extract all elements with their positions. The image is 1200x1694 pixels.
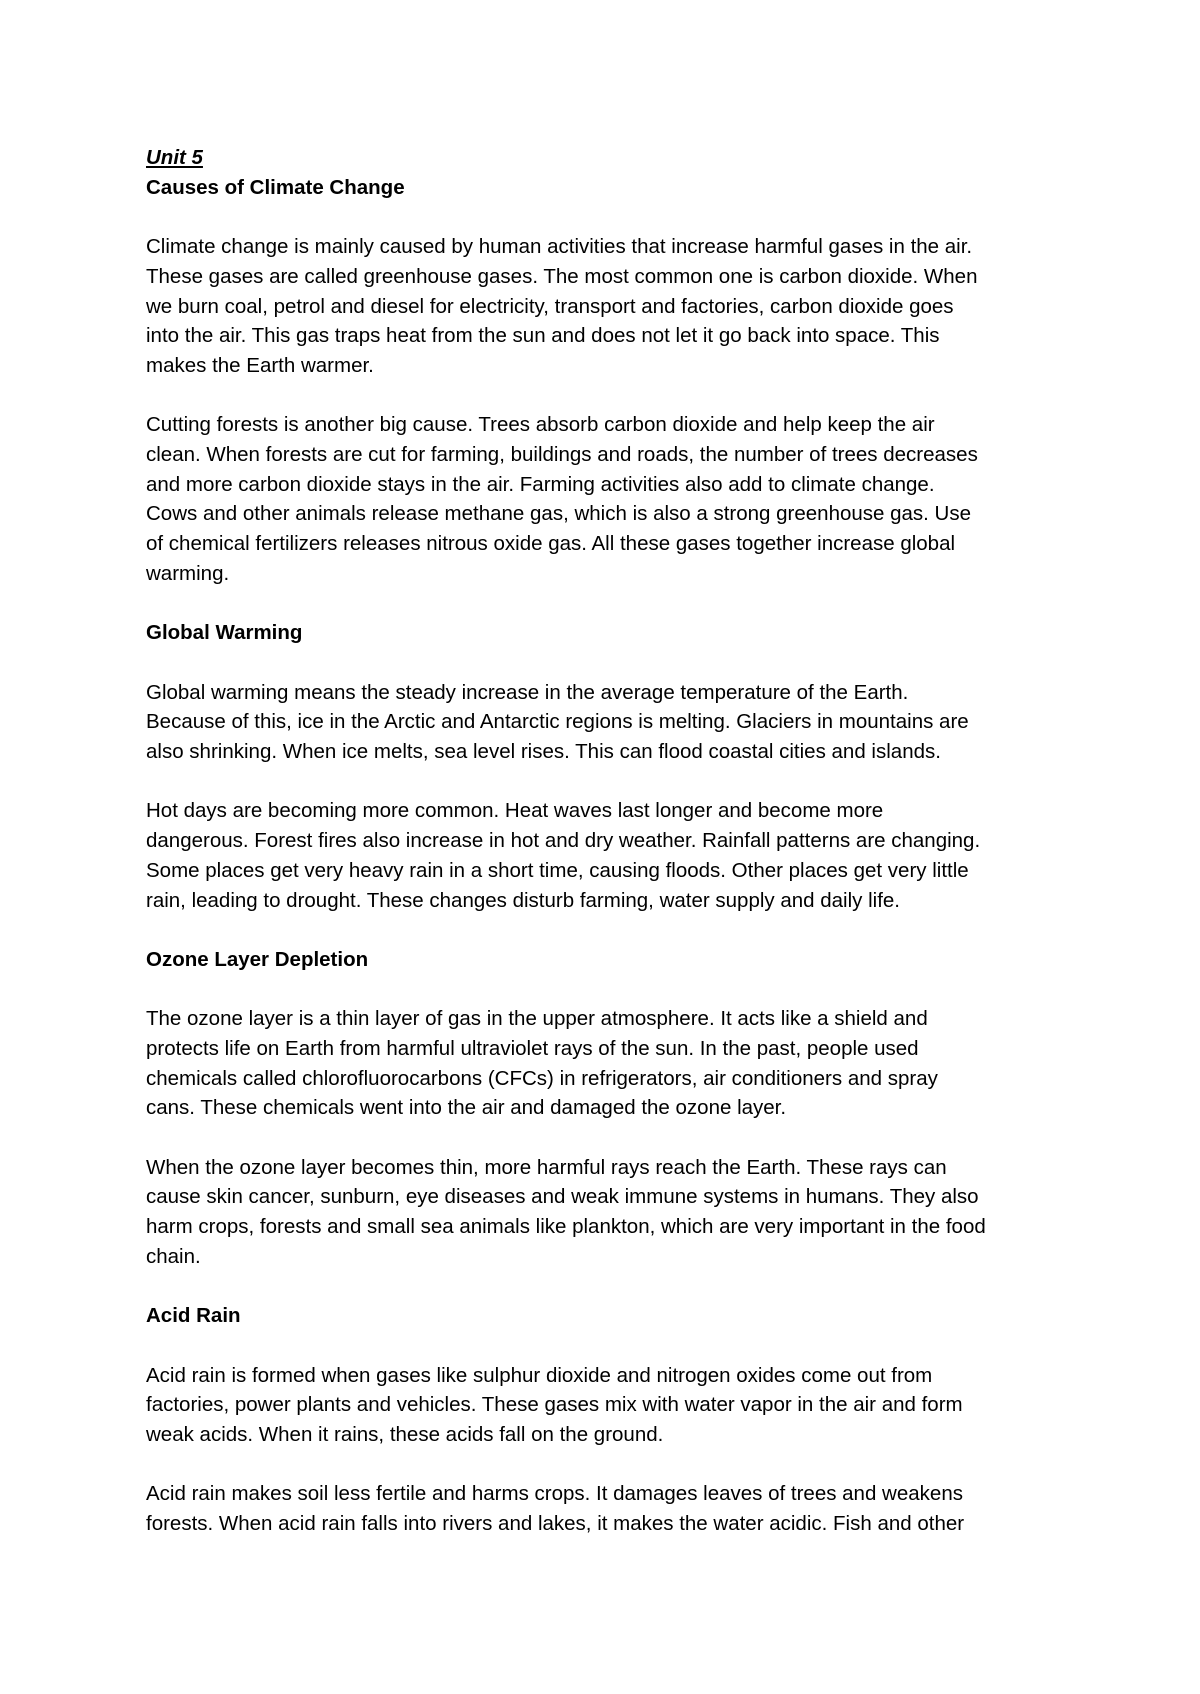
paragraph-line: Cows and other animals release methane gas, which is also a strong greenhouse gas. Use <box>146 502 972 526</box>
paragraph-line: Hot days are becoming more common. Heat waves last longer and become more <box>146 799 884 823</box>
paragraph <box>146 1361 1086 1450</box>
section-heading: Causes of Climate Change <box>146 175 405 199</box>
paragraph-line: also shrinking. When ice melts, sea level rises. This can flood coastal cities and islands. <box>146 740 941 763</box>
section-spacer <box>146 1272 1086 1302</box>
paragraph-line: dangerous. Forest fires also increase in hot and dry weather. Rainfall patterns are changing. <box>146 829 981 853</box>
paragraph <box>146 1479 1086 1538</box>
paragraph-line: and more carbon dioxide stays in the air. Farming activities also add to climate change. <box>146 472 935 496</box>
paragraph-spacer <box>146 975 1086 1005</box>
paragraph-line: Because of this, ice in the Arctic and Antarctic regions is melting. Glaciers in mountains are <box>146 710 969 734</box>
paragraph-line: protects life on Earth from harmful ultraviolet rays of the sun. In the past, people used <box>146 1036 919 1060</box>
paragraph-line: rain, leading to drought. These changes disturb farming, water supply and daily life. <box>146 888 901 912</box>
section-heading: Global Warming <box>146 621 303 645</box>
section-heading: Ozone Layer Depletion <box>146 947 369 971</box>
paragraph-line: When the ozone layer becomes thin, more harmful rays reach the Earth. These rays can <box>146 1155 947 1179</box>
paragraph-line: of chemical fertilizers releases nitrous oxide gas. All these gases together increase global <box>146 532 956 556</box>
section-spacer <box>146 589 1086 619</box>
paragraph-spacer <box>146 1331 1086 1361</box>
paragraph-line: clean. When forests are cut for farming, buildings and roads, the number of trees decreases <box>146 443 978 466</box>
paragraph-spacer <box>146 1123 1086 1153</box>
paragraph-spacer <box>146 648 1086 678</box>
paragraph <box>146 410 1086 588</box>
paragraph-line: harm crops, forests and small sea animals like plankton, which are very important in the food <box>146 1215 986 1239</box>
paragraph-line: makes the Earth warmer. <box>146 353 374 377</box>
paragraph-spacer <box>146 767 1086 797</box>
section-heading: Acid Rain <box>146 1304 241 1328</box>
paragraph <box>146 1153 1086 1272</box>
paragraph-line: warming. <box>146 561 230 585</box>
paragraph-line: The ozone layer is a thin layer of gas in the upper atmosphere. It acts like a shield and <box>146 1007 928 1031</box>
paragraph-spacer <box>146 202 1086 232</box>
paragraph-line: cans. These chemicals went into the air and damaged the ozone layer. <box>146 1096 787 1120</box>
paragraph-line: Cutting forests is another big cause. Trees absorb carbon dioxide and help keep the air <box>146 413 935 437</box>
paragraph <box>146 678 1086 767</box>
paragraph-line: chain. <box>146 1244 201 1268</box>
paragraph-line: we burn coal, petrol and diesel for electricity, transport and factories, carbon dioxide goes <box>146 294 954 318</box>
paragraph-line: into the air. This gas traps heat from the sun and does not let it go back into space. This <box>146 324 940 348</box>
paragraph-line: These gases are called greenhouse gases. The most common one is carbon dioxide. When <box>146 264 978 288</box>
document-page <box>146 143 1086 1539</box>
paragraph <box>146 232 1086 381</box>
paragraph-line: cause skin cancer, sunburn, eye diseases and weak immune systems in humans. They also <box>146 1185 979 1209</box>
paragraph <box>146 796 1086 915</box>
paragraph <box>146 1004 1086 1123</box>
paragraph-spacer <box>146 1450 1086 1480</box>
paragraph-line: Some places get very heavy rain in a short time, causing floods. Other places get very little <box>146 858 969 882</box>
paragraph-line: Acid rain makes soil less fertile and harms crops. It damages leaves of trees and weakens <box>146 1482 963 1506</box>
paragraph-line: weak acids. When it rains, these acids fall on the ground. <box>146 1423 664 1447</box>
paragraph-spacer <box>146 381 1086 411</box>
paragraph-line: Climate change is mainly caused by human activities that increase harmful gases in the air. <box>146 235 973 259</box>
section-spacer <box>146 915 1086 945</box>
paragraph-line: forests. When acid rain falls into rivers and lakes, it makes the water acidic. Fish and other <box>146 1512 965 1536</box>
unit-title: Unit 5 <box>146 146 203 169</box>
paragraph-line: factories, power plants and vehicles. These gases mix with water vapor in the air and form <box>146 1393 963 1417</box>
paragraph-line: Global warming means the steady increase in the average temperature of the Earth. <box>146 680 909 704</box>
paragraph-line: chemicals called chlorofluorocarbons (CFCs) in refrigerators, air conditioners and spray <box>146 1066 938 1090</box>
paragraph-line: Acid rain is formed when gases like sulphur dioxide and nitrogen oxides come out from <box>146 1363 933 1387</box>
